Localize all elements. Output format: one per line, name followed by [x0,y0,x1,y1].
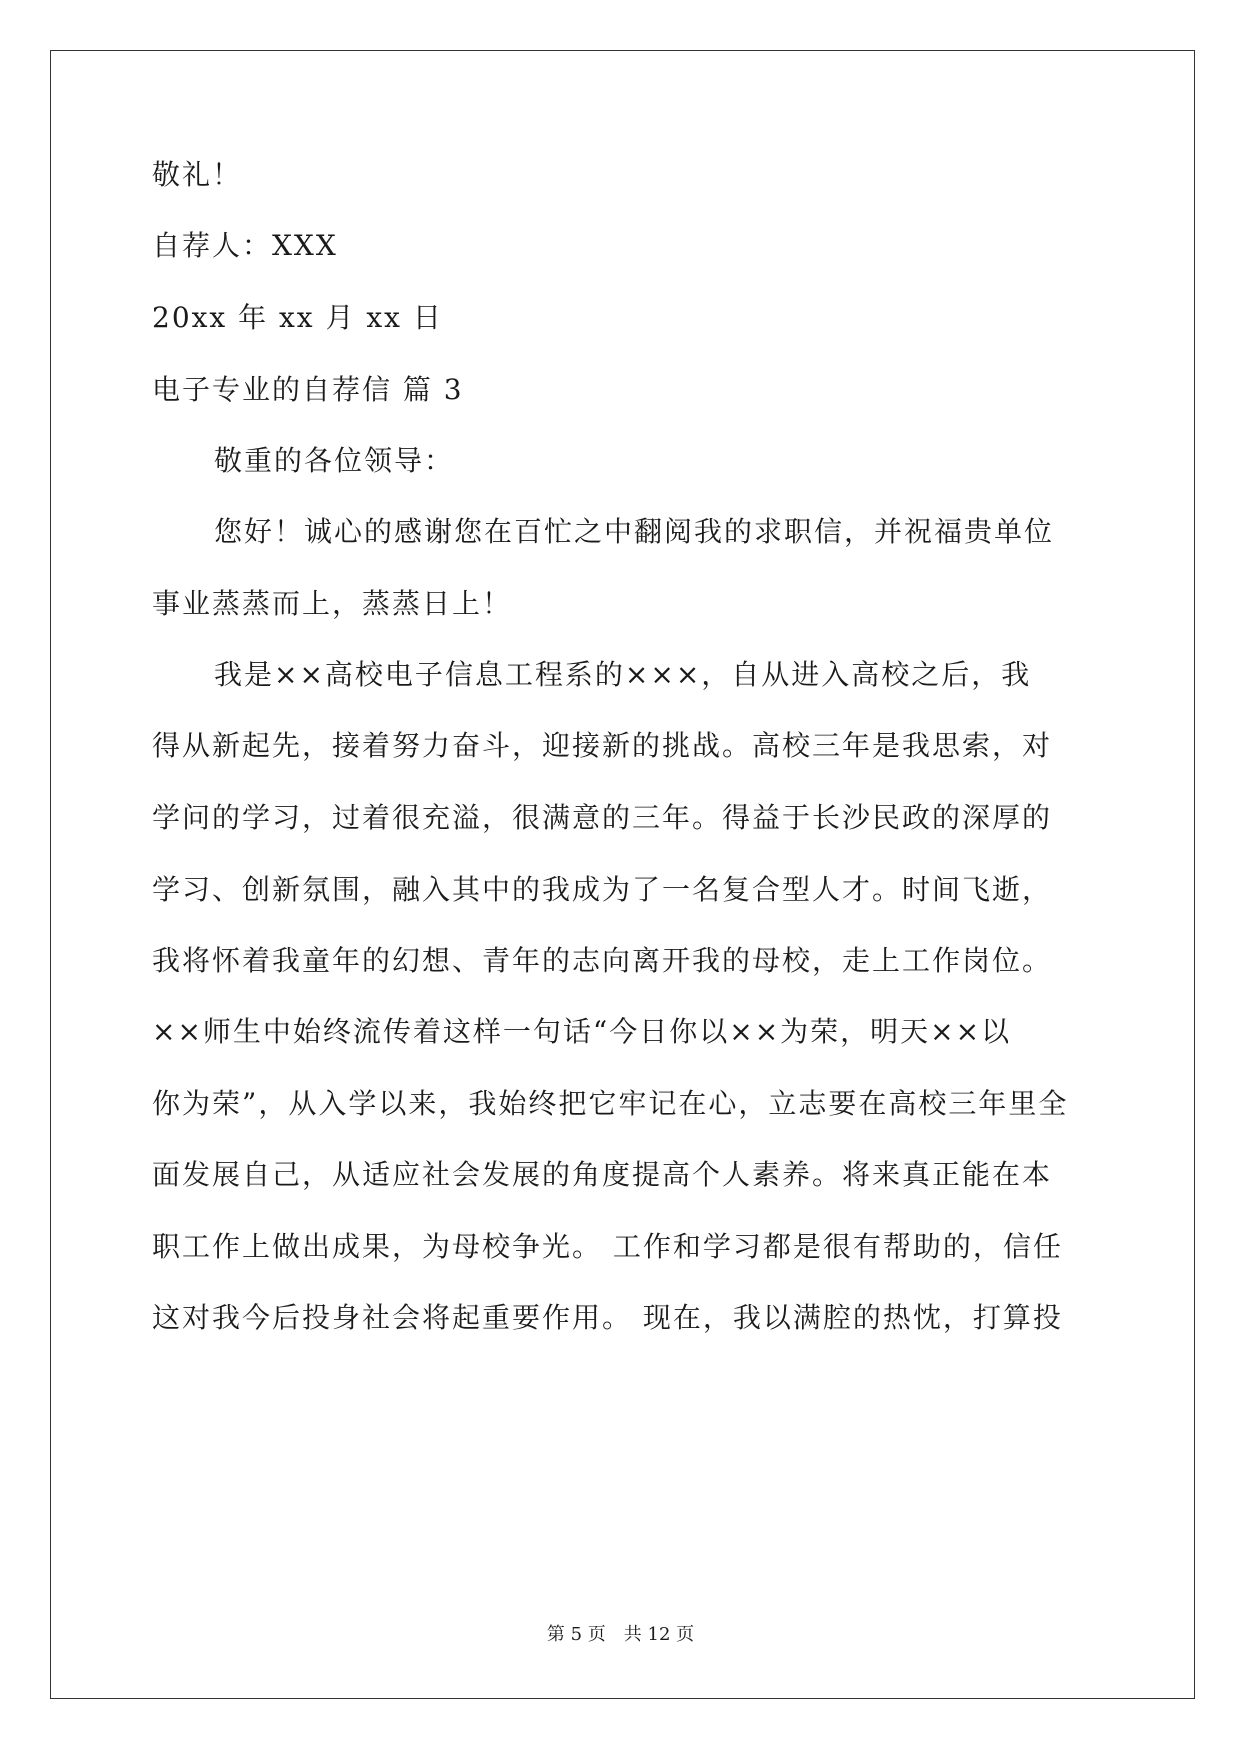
body-line: ××师生中始终流传着这样一句话“今日你以××为荣，明天××以 [152,1015,1012,1048]
page-number: 第 5 页 [546,1624,606,1645]
body-line: 面发展自己，从适应社会发展的角度提高个人素养。将来真正能在本 [152,1158,1053,1191]
body-line: 职工作上做出成果，为母校争光。 工作和学习都是很有帮助的，信任 [152,1230,1063,1263]
body-line: 我是××高校电子信息工程系的×××，自从进入高校之后，我 [214,658,1032,691]
body-line: 你为荣”，从入学以来，我始终把它牢记在心，立志要在高校三年里全 [152,1087,1069,1120]
page-total: 共 12 页 [623,1624,695,1645]
body-line: 我将怀着我童年的幻想、青年的志向离开我的母校，走上工作岗位。 [152,944,1053,977]
body-line: 事业蒸蒸而上，蒸蒸日上！ [152,587,513,620]
body-line: 学习、创新氛围，融入其中的我成为了一名复合型人才。时间飞逝， [152,873,1053,906]
body-line: 这对我今后投身社会将起重要作用。 现在，我以满腔的热忱，打算投 [152,1301,1063,1334]
page-footer [0,1623,1241,1647]
body-line: 学问的学习，过着很充溢，很满意的三年。得益于长沙民政的深厚的 [152,801,1053,834]
body-line: 得从新起先，接着努力奋斗，迎接新的挑战。高校三年是我思索，对 [152,729,1053,762]
greeting-line: 敬重的各位领导： [214,444,455,477]
body-line: 您好！诚心的感谢您在百忙之中翻阅我的求职信，并祝福贵单位 [214,515,1055,548]
closing-salutation: 敬礼！ [152,158,243,191]
section-title: 电子专业的自荐信 篇 3 [152,373,464,406]
signer-line: 自荐人：XXX [152,229,338,262]
date-line: 20xx 年 xx 月 xx 日 [152,301,443,334]
